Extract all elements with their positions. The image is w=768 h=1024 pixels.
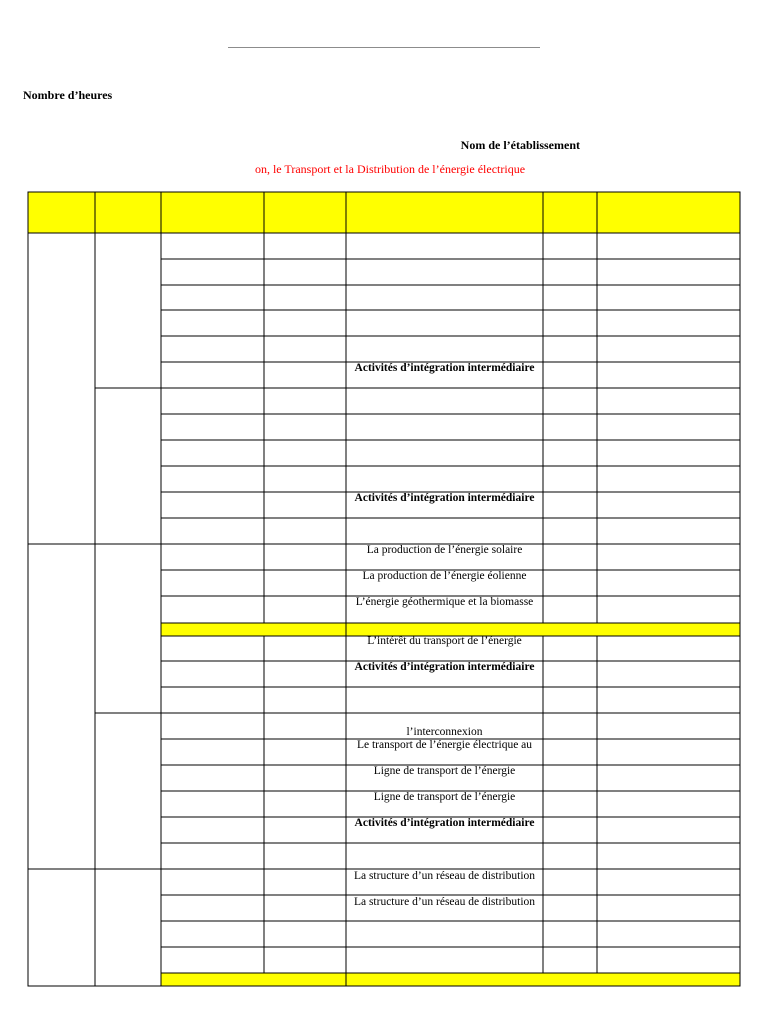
cell-activity-4: Activités d’intégration intermédiaire [354,817,535,829]
yellow-fills [28,192,740,986]
cell-transport-line-1: Ligne de transport de l’énergie [373,765,516,777]
cell-geothermal-energy: L’énergie géothermique et la biomasse [355,596,534,608]
cell-activity-3: Activités d’intégration intermédiaire [354,661,535,673]
cell-activity-1: Activités d’intégration intermédiaire [354,362,535,374]
establishment-label: Nom de l’établissement [460,138,580,152]
cell-interconnection: l’interconnexion [406,726,483,738]
document-subtitle: on, le Transport et la Distribution de l’énergie électrique [254,162,526,176]
cell-solar-energy: La production de l’énergie solaire [366,544,523,556]
cell-transport-line-2: Ligne de transport de l’énergie [373,791,516,803]
cell-electric-transport: Le transport de l’énergie électrique au [356,739,533,751]
table-lines [28,192,740,986]
cell-distribution-structure-1: La structure d’un réseau de distribution [353,870,536,882]
cell-wind-energy: La production de l’énergie éolienne [362,570,527,582]
cell-activity-2: Activités d’intégration intermédiaire [354,492,535,504]
table-header-row [28,192,740,233]
hours-label: Nombre d’heures [23,88,113,102]
cell-transport-interest: L’intérêt du transport de l’énergie [367,635,522,647]
cell-distribution-structure-2: La structure d’un réseau de distribution [353,896,536,908]
yellow-footer-row [161,973,740,986]
